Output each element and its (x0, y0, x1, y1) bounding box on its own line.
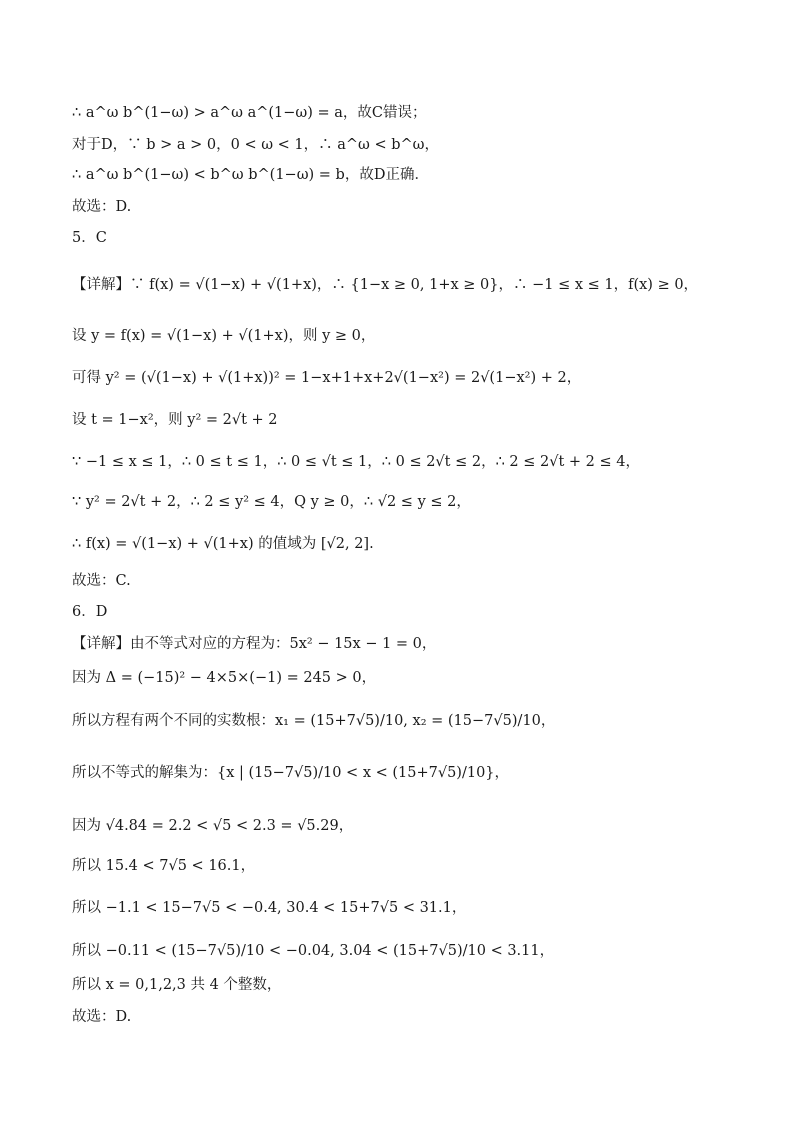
solution-line: 对于D，∵ b > a > 0，0 < ω < 1，∴ a^ω < b^ω， (72, 137, 439, 153)
solution-line: 所以 −1.1 < 15−7√5 < −0.4, 30.4 < 15+7√5 < 31.1， (72, 900, 467, 916)
solution-line: 设 y = f(x) = √(1−x) + √(1+x)，则 y ≥ 0， (72, 328, 376, 344)
solution-line: 可得 y² = (√(1−x) + √(1+x))² = 1−x+1+x+2√(1−x²) = 2√(1−x²) + 2， (72, 370, 582, 386)
solution-line: ∴ a^ω b^(1−ω) < b^ω b^(1−ω) = b，故D正确． (72, 167, 429, 183)
solution-line: 所以 −0.11 < (15−7√5)/10 < −0.04, 3.04 < (15+7√5)/10 < 3.11， (72, 943, 555, 959)
solution-line: 所以 x = 0,1,2,3 共 4 个整数， (72, 977, 282, 993)
solution-line: 因为 √4.84 = 2.2 < √5 < 2.3 = √5.29， (72, 818, 354, 834)
solution-line: ∵ y² = 2√t + 2，∴ 2 ≤ y² ≤ 4，Q y ≥ 0，∴ √2 ≤ y ≤ 2， (72, 494, 471, 510)
solution-line: 所以方程有两个不同的实数根：x₁ = (15+7√5)/10, x₂ = (15−7√5)/10， (72, 713, 556, 729)
solution-line: 所以 15.4 < 7√5 < 16.1， (72, 858, 256, 874)
solution-line: 因为 Δ = (−15)² − 4×5×(−1) = 245 > 0， (72, 670, 377, 686)
solution-line: 设 t = 1−x²，则 y² = 2√t + 2 (72, 412, 278, 428)
solution-line: ∴ f(x) = √(1−x) + √(1+x) 的值域为 [√2, 2]. (72, 536, 374, 552)
solution-line: ∵ −1 ≤ x ≤ 1，∴ 0 ≤ t ≤ 1，∴ 0 ≤ √t ≤ 1，∴ 0 ≤ 2√t ≤ 2，∴ 2 ≤ 2√t + 2 ≤ 4， (72, 454, 640, 470)
question-number: 5．C (72, 230, 107, 246)
answer-line: 故选：C. (72, 573, 131, 589)
answer-line: 故选：D. (72, 199, 132, 215)
solution-line: 【详解】由不等式对应的方程为：5x² − 15x − 1 = 0， (72, 636, 437, 652)
solution-line: 【详解】∵ f(x) = √(1−x) + √(1+x)，∴ {1−x ≥ 0, 1+x ≥ 0}，∴ −1 ≤ x ≤ 1，f(x) ≥ 0， (72, 277, 699, 293)
solution-line: 所以不等式的解集为：{x | (15−7√5)/10 < x < (15+7√5)/10}， (72, 765, 510, 781)
answer-line: 故选：D. (72, 1009, 132, 1025)
solution-line: ∴ a^ω b^(1−ω) > a^ω a^(1−ω) = a，故C错误； (72, 105, 427, 121)
question-number: 6．D (72, 604, 108, 620)
